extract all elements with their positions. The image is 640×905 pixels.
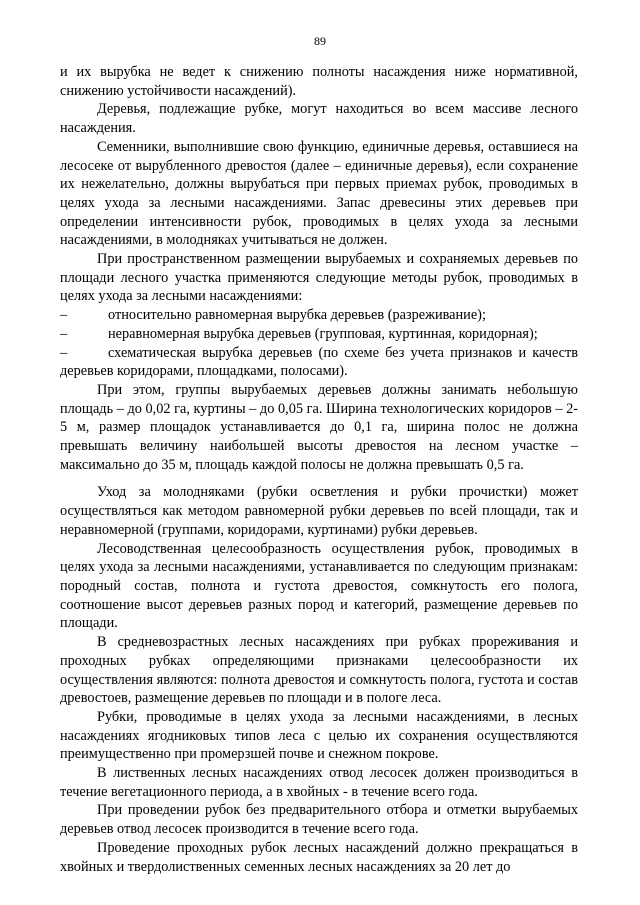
paragraph: При этом, группы вырубаемых деревьев должны занимать небольшую площадь – до 0,02 га, куртины – до 0,05 га. Ширина технологических коридоров – 2-5 м, размер площадок устанавливается до 0,1 га, ширина полос не должна превышать величину наибольшей высоты древостоя на лесном участке – максимально до 35 м, площадь каждой полосы не должна превышать 0,5 га. [60,381,578,473]
list-dash: – [60,325,68,342]
body-text [60,63,578,876]
list-item [60,325,578,344]
list-item-text: схематическая вырубка деревьев (по схеме без учета признаков и качеств деревьев коридорами, площадками, полосами). [60,344,578,380]
paragraph: Уход за молодняками (рубки осветления и рубки прочистки) может осуществляться как методом равномерной рубки деревьев по всей площади, так и неравномерной (группами, коридорами, куртинами) рубки деревьев. [60,484,578,538]
paragraph: Рубки, проводимые в целях ухода за лесными насаждениями, в лесных насаждениях ягодниковых типов леса с целью их сохранения осуществляются преимущественно при промерзшей почве и снежном покрове. [60,708,578,763]
paragraph: В лиственных лесных насаждениях отвод лесосек должен производиться в течение вегетационного периода, а в хвойных - в течение всего года. [60,765,578,800]
paragraph: При проведении рубок без предварительного отбора и отметки вырубаемых деревьев отвод лесосек производится в течение всего года. [60,802,578,838]
paragraph: и их вырубка не ведет к снижению полноты насаждения ниже нормативной, снижению устойчивости насаждений). [60,64,578,99]
paragraph: Деревья, подлежащие рубке, могут находиться во всем массиве лесного насаждения. [60,101,578,137]
paragraph: Семенники, выполнившие свою функцию, единичные деревья, оставшиеся на лесосеке от вырубленного древостоя (далее – единичные деревья), если сохранение их нежелательно, должны вырубаться при первых приемах рубок, проводимых в целях ухода за лесными насаждениями. Запас древесины этих деревьев при определении интенсивности рубок, проводимых в целях ухода за лесными насаждениями, в молодняках учитываться не должен. [60,138,578,249]
list-dash: – [60,344,68,361]
paragraph: Лесоводственная целесообразность осуществления рубок, проводимых в целях ухода за лесными насаждениями, устанавливается по следующим признакам: породный состав, полнота и густота древостоя, сомкнутость его полога, соотношение высот деревьев разных пород и категорий, размещение деревьев по площади. [60,540,578,632]
paragraph: Проведение проходных рубок лесных насаждений должно прекращаться в хвойных и твердолиственных семенных лесных насаждениях за 20 лет до [60,839,578,875]
list-item-text: относительно равномерная вырубка деревьев (разреживание); [108,307,486,324]
paragraph: В средневозрастных лесных насаждениях при рубках прореживания и проходных рубках определяющими признаками целесообразности их осуществления являются: полнота древостоя и сомкнутость полога, густота и состав древостоев, размещение деревьев по площади и в пологе леса. [60,634,578,707]
list-dash: – [60,307,68,324]
list-item-text: неравномерная вырубка деревьев (групповая, куртинная, коридорная); [108,325,538,342]
list-item [60,344,578,381]
paragraph: При пространственном размещении вырубаемых и сохраняемых деревьев по площади лесного участка применяются следующие методы рубок, проводимых в целях ухода за лесными насаждениями: [60,251,578,305]
list-item [60,306,578,325]
page-number: 89 [314,34,326,48]
